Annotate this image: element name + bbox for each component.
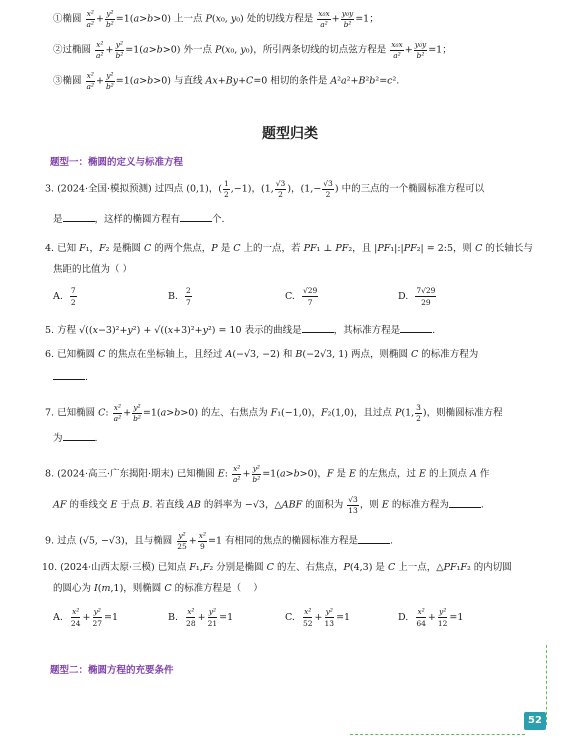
question-4-line-1: 4. 已知 F₁，F₂ 是椭圆 C 的两个焦点，P 是 C 上的一点，若 PF₁ ⊥ PF₂，且 |PF₁|:|PF₂| = 2:5，则 C 的长轴长与	[45, 243, 533, 254]
question-10-line-1: 10. (2024·山西太原·三模) 已知点 F₁,F₂ 分别是椭圆 C 的左、右焦点，P(4,3) 是 C 上一点，△PF₁F₂ 的内切圆	[42, 562, 512, 573]
question-3-line-2: 是 ，这样的椭圆方程有 个.	[53, 214, 225, 225]
question-8-line-1: 8. (2024·高三·广东揭阳·期末) 已知椭圆 E: $\frac{\text{x²}}{\text{a²}}$ + $\frac{\text{y²}}{\text{b²}}$ =1(a>b>0)，F 是 E 的左焦点，过 E 的上顶点 A 作	[45, 464, 490, 484]
answer-blank[interactable]	[63, 433, 95, 441]
answer-blank[interactable]	[400, 325, 432, 333]
option-a[interactable]: A. $\frac{\text{x²}}{24}$ + $\frac{\text{y²}}{27}$ =1	[53, 607, 118, 628]
question-7-line-1: 7. 已知椭圆 C: $\frac{\text{x²}}{\text{a²}}$ + $\frac{\text{y²}}{\text{b²}}$ =1(a>b>0) 的左、右焦点为 F₁(−1,0)，F₂(1,0)，且过点 P(1, $\frac{3}{2}$ )，则椭圆标准方程	[45, 403, 503, 423]
property-1: ①椭圆 $\frac{\text{x²}}{\text{a²}}$ + $\frac{\text{y²}}{\text{b²}}$ =1(a>b>0) 上一点 P(x₀, y₀) 处的切线方程是 $\frac{\text{x₀x}}{\text{a²}}$ + $\frac{\text{y₀y}}{\text{b²}}$ =1；	[53, 9, 379, 29]
answer-blank[interactable]	[63, 214, 95, 222]
question-9: 9. 过点 (√5, −√3)，且与椭圆 $\frac{\text{y²}}{25}$ + $\frac{\text{x²}}{9}$ =1 有相同的焦点的椭圆标准方程是 .	[45, 531, 394, 551]
answer-blank[interactable]	[302, 325, 334, 333]
question-5: 5. 方程 √((x−3)²+y²) + √((x+3)²+y²) = 10 表示的曲线是 ，其标准方程是 .	[45, 325, 436, 336]
option-c[interactable]: C. $\frac{\text{x²}}{52}$ + $\frac{\text{y²}}{13}$ =1	[285, 607, 351, 628]
question-4-line-2: 焦距的比值为（ ）	[53, 264, 133, 275]
property-3: ③椭圆 $\frac{\text{x²}}{\text{a²}}$ + $\frac{\text{y²}}{\text{b²}}$ =1(a>b>0) 与直线 Ax+By+C=0 相切的条件是 A²a²+B²b²=c².	[53, 71, 400, 91]
answer-blank[interactable]	[449, 500, 481, 508]
question-6-line-2: .	[53, 372, 88, 383]
option-b[interactable]: B. $\frac{2}{7}$	[168, 286, 191, 307]
question-8-line-2: AF 的垂线交 E 于点 B. 若直线 AB 的斜率为 −√3，△ABF 的面积为 $\frac{√3}{13}$ ，则 E 的标准方程为 .	[53, 495, 484, 515]
page-number: 52	[524, 712, 546, 730]
category-heading: 题型二：椭圆方程的充要条件	[50, 665, 174, 676]
option-d[interactable]: D. $\frac{\text{x²}}{64}$ + $\frac{\text{y²}}{12}$ =1	[398, 607, 464, 628]
question-6-line-1: 6. 已知椭圆 C 的焦点在坐标轴上，且经过 A(−√3, −2) 和 B(−2√3, 1) 两点，则椭圆 C 的标准方程为	[45, 349, 479, 360]
answer-blank[interactable]	[53, 372, 85, 380]
question-3-line-1: 3. (2024·全国·模拟预测) 过四点 (0,1)，( $\frac{1}{2}$ ,−1)，(1, $\frac{√3}{2}$ )，(1,− $\frac{√3}{2}$ ) 中的三点的一个椭圆标准方程可以	[45, 179, 485, 199]
option-a[interactable]: A. $\frac{7}{2}$	[53, 286, 76, 307]
property-2: ②过椭圆 $\frac{\text{x²}}{\text{a²}}$ + $\frac{\text{y²}}{\text{b²}}$ =1(a>b>0) 外一点 P(x₀, y₀)，所引两条切线的切点弦方程是 $\frac{\text{x₀x}}{\text{a²}}$ + $\frac{\text{y₀y}}{\text{b²}}$ =1；	[53, 40, 452, 60]
answer-blank[interactable]	[180, 214, 212, 222]
category-heading: 题型一：椭圆的定义与标准方程	[50, 157, 184, 168]
option-b[interactable]: B. $\frac{\text{x²}}{28}$ + $\frac{\text{y²}}{21}$ =1	[168, 607, 234, 628]
option-c[interactable]: C. $\frac{√29}{7}$	[285, 286, 318, 307]
answer-blank[interactable]	[358, 536, 390, 544]
dashed-border-decoration	[546, 645, 547, 725]
question-7-line-2: 为 .	[53, 433, 98, 444]
question-10-line-2: 的圆心为 I(m,1)，则椭圆 C 的标准方程是（ ）	[53, 583, 263, 594]
dashed-border-decoration	[350, 734, 525, 735]
section-title: 题型归类	[262, 126, 318, 142]
option-d[interactable]: D. $\frac{7√29}{29}$	[398, 286, 436, 307]
